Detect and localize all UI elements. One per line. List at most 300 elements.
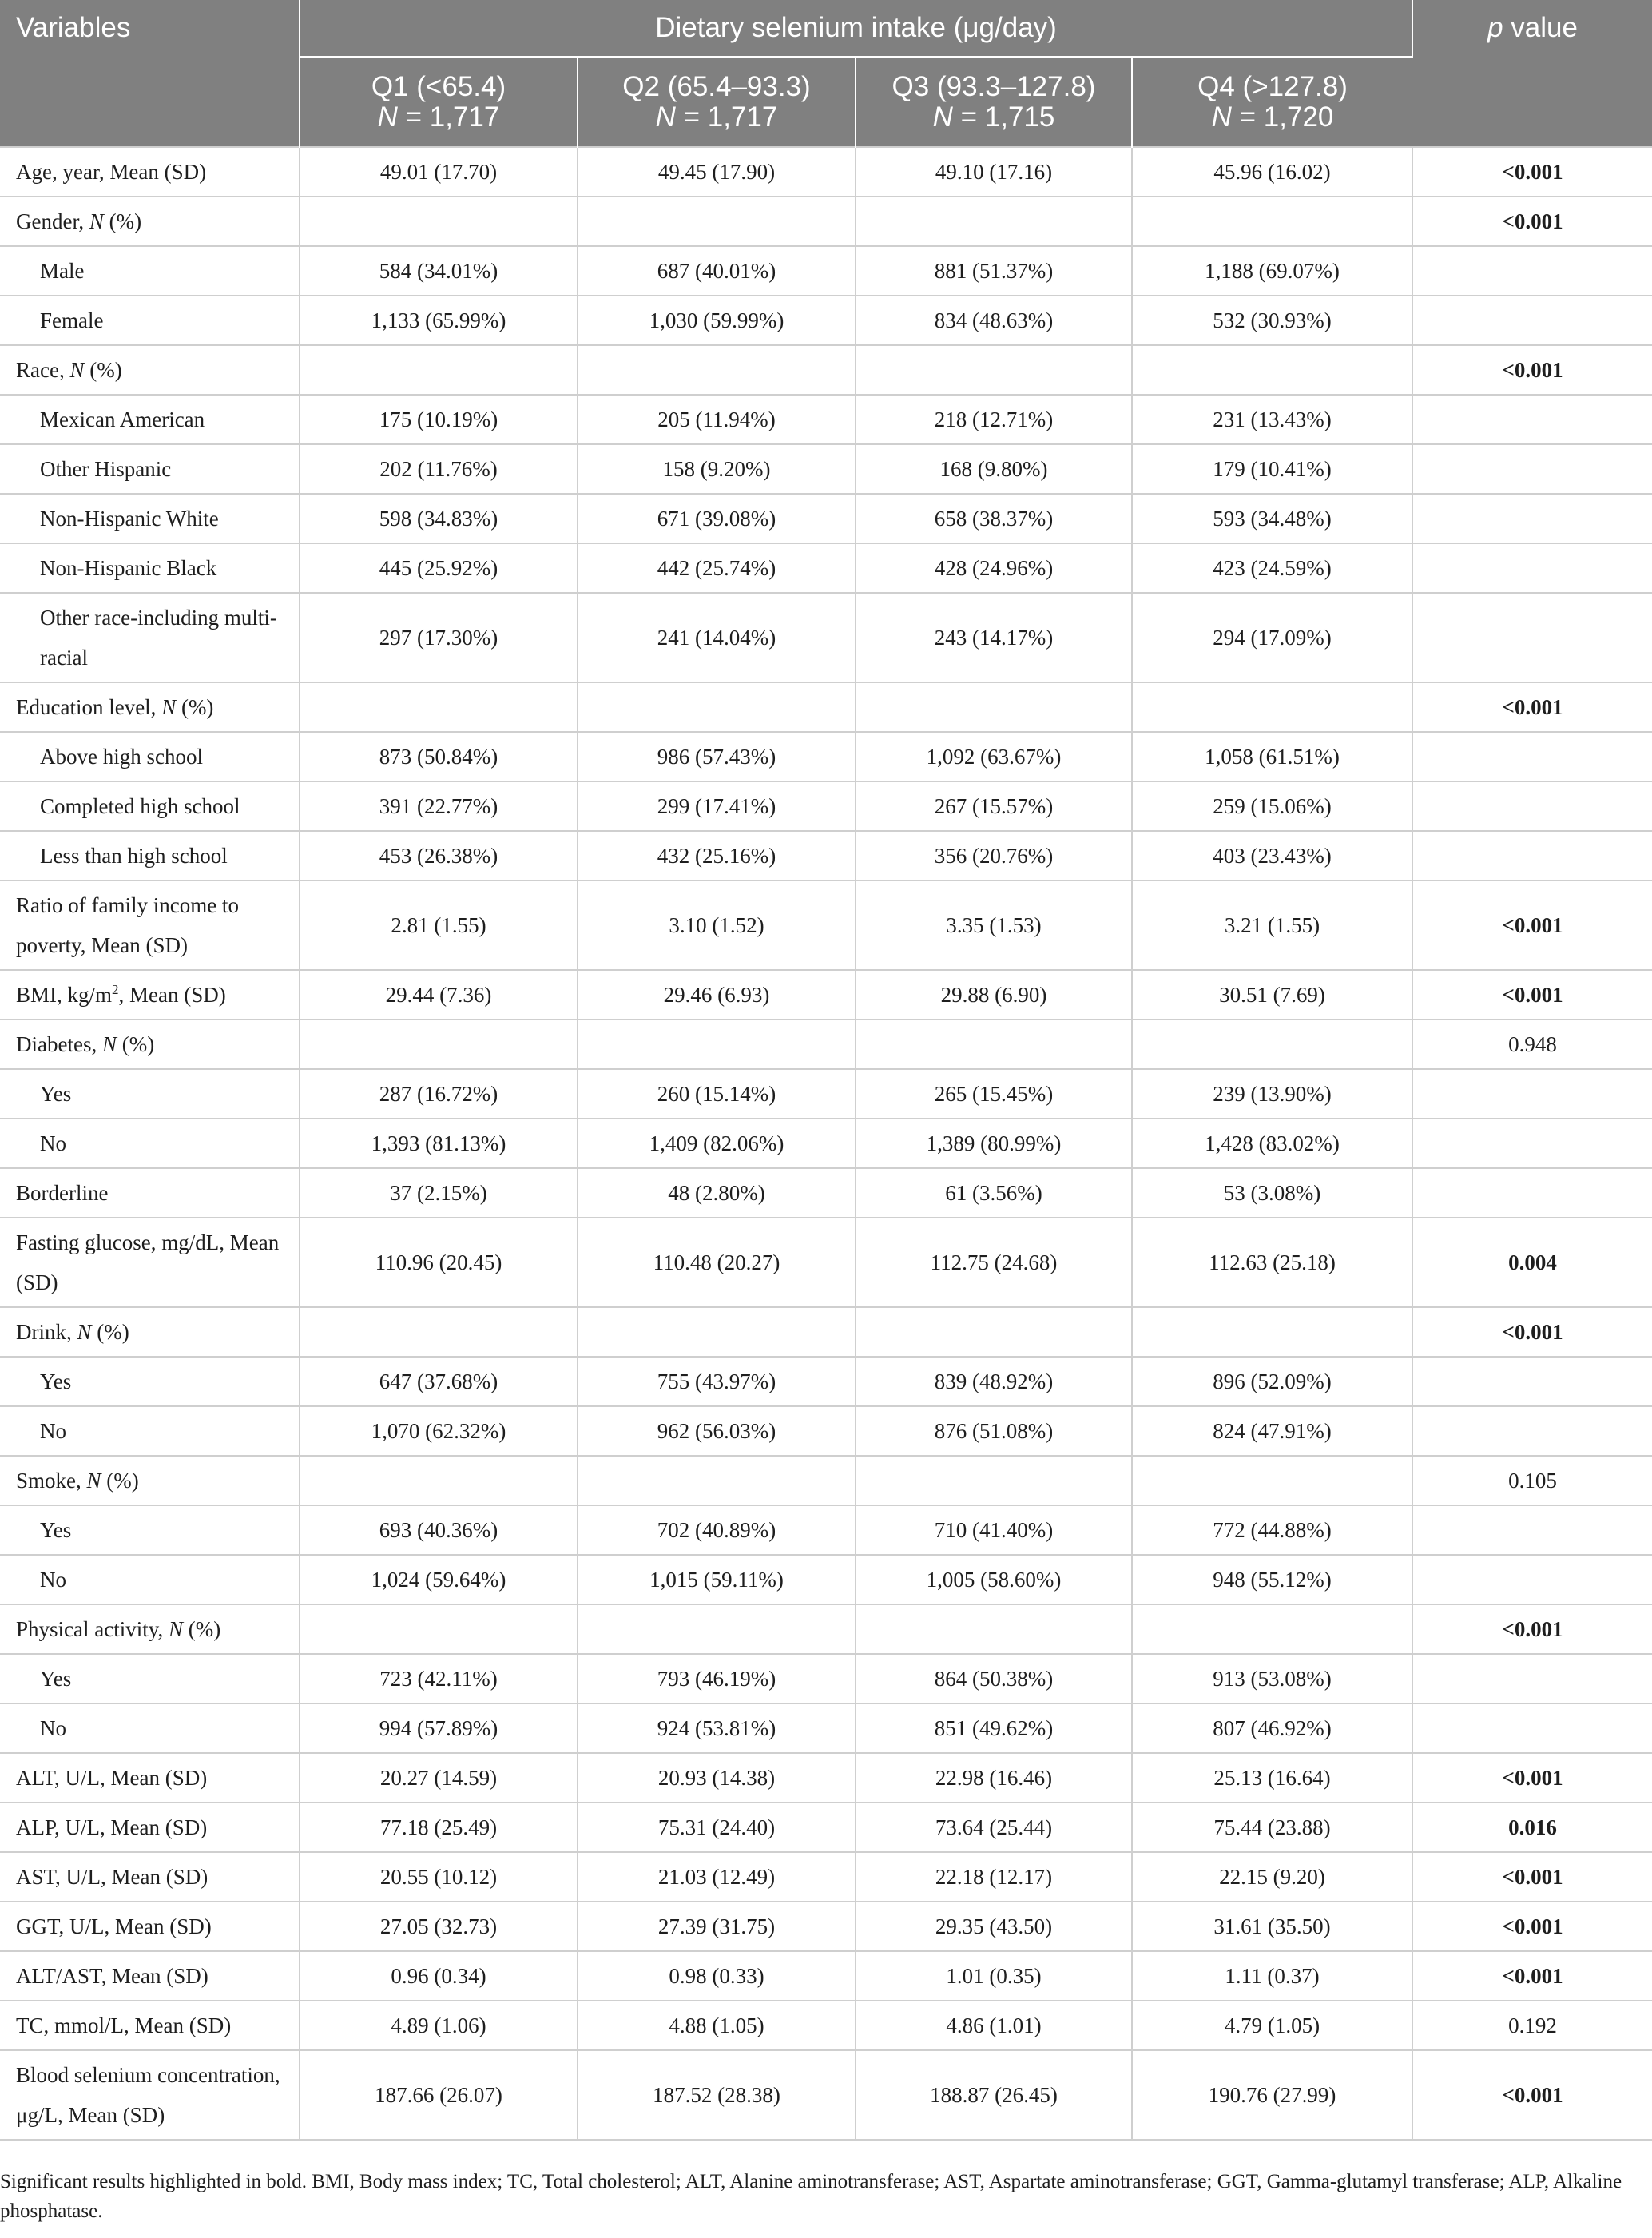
cell-q4: 45.96 (16.02)	[1132, 147, 1412, 197]
cell-q4	[1132, 1604, 1412, 1654]
cell-q3	[856, 1604, 1132, 1654]
table-row	[0, 732, 1652, 781]
cell-q2: 687 (40.01%)	[578, 246, 856, 296]
row-label: Non-Hispanic Black	[0, 543, 300, 593]
table-row	[0, 1406, 1652, 1456]
header-q2-n-value: = 1,717	[675, 101, 778, 133]
row-label-text: Smoke,	[16, 1469, 87, 1493]
cell-q1: 647 (37.68%)	[300, 1357, 578, 1406]
cell-q3: 834 (48.63%)	[856, 296, 1132, 345]
cell-p-value: <0.001	[1412, 345, 1652, 395]
cell-q2: 1,409 (82.06%)	[578, 1119, 856, 1168]
cell-q2	[578, 682, 856, 732]
row-label	[0, 1020, 300, 1069]
table-row	[0, 543, 1652, 593]
cell-q4: 4.79 (1.05)	[1132, 2001, 1412, 2050]
cell-q4: 22.15 (9.20)	[1132, 1852, 1412, 1902]
cell-q4: 75.44 (23.88)	[1132, 1803, 1412, 1852]
row-label	[0, 1456, 300, 1505]
cell-q3: 851 (49.62%)	[856, 1703, 1132, 1753]
cell-q2: 1,030 (59.99%)	[578, 296, 856, 345]
cell-q2: 27.39 (31.75)	[578, 1902, 856, 1951]
cell-q3: 428 (24.96%)	[856, 543, 1132, 593]
table-row	[0, 781, 1652, 831]
header-row-1	[0, 0, 1652, 57]
cell-q3: 839 (48.92%)	[856, 1357, 1132, 1406]
table-row	[0, 1168, 1652, 1218]
cell-p-value: <0.001	[1412, 970, 1652, 1020]
cell-p-value: <0.001	[1412, 880, 1652, 970]
row-label-italic: N	[77, 1320, 92, 1344]
cell-q1: 4.89 (1.06)	[300, 2001, 578, 2050]
table-row	[0, 831, 1652, 880]
cell-q4: 896 (52.09%)	[1132, 1357, 1412, 1406]
cell-q2: 432 (25.16%)	[578, 831, 856, 880]
row-label: GGT, U/L, Mean (SD)	[0, 1902, 300, 1951]
row-label-text: BMI, kg/m	[16, 983, 113, 1007]
cell-q1: 29.44 (7.36)	[300, 970, 578, 1020]
row-label-italic: N	[161, 695, 177, 719]
table-row	[0, 2001, 1652, 2050]
row-label: Yes	[0, 1069, 300, 1119]
table-row	[0, 1555, 1652, 1604]
row-label: Yes	[0, 1357, 300, 1406]
row-label-text: Race,	[16, 358, 70, 382]
cell-q2: 702 (40.89%)	[578, 1505, 856, 1555]
header-q3-label: Q3 (93.3–127.8)	[892, 70, 1096, 102]
cell-q4	[1132, 345, 1412, 395]
cell-q3: 658 (38.37%)	[856, 494, 1132, 543]
cell-q2: 187.52 (28.38)	[578, 2050, 856, 2140]
cell-q3: 49.10 (17.16)	[856, 147, 1132, 197]
cell-q3	[856, 1307, 1132, 1357]
row-label	[0, 1604, 300, 1654]
cell-q2: 110.48 (20.27)	[578, 1218, 856, 1307]
header-q2	[578, 57, 856, 147]
row-label-suffix: (%)	[182, 1617, 221, 1641]
cell-q1: 110.96 (20.45)	[300, 1218, 578, 1307]
row-label-suffix: (%)	[91, 1320, 129, 1344]
table-row	[0, 1753, 1652, 1803]
cell-q1: 49.01 (17.70)	[300, 147, 578, 197]
cell-q4: 259 (15.06%)	[1132, 781, 1412, 831]
row-label	[0, 345, 300, 395]
cell-q2: 49.45 (17.90)	[578, 147, 856, 197]
row-label: Blood selenium concentration, μg/L, Mean (SD)	[0, 2050, 300, 2140]
cell-q4: 25.13 (16.64)	[1132, 1753, 1412, 1803]
cell-q2: 671 (39.08%)	[578, 494, 856, 543]
cell-q3	[856, 345, 1132, 395]
cell-q4	[1132, 682, 1412, 732]
row-label-italic: N	[101, 1032, 117, 1056]
row-label: Fasting glucose, mg/dL, Mean (SD)	[0, 1218, 300, 1307]
header-p-rest: value	[1503, 12, 1578, 43]
cell-q1: 287 (16.72%)	[300, 1069, 578, 1119]
cell-q2	[578, 1020, 856, 1069]
cell-p-value	[1412, 593, 1652, 682]
cell-p-value	[1412, 1555, 1652, 1604]
table-row	[0, 593, 1652, 682]
cell-q2: 924 (53.81%)	[578, 1703, 856, 1753]
row-label: Non-Hispanic White	[0, 494, 300, 543]
cell-q4: 190.76 (27.99)	[1132, 2050, 1412, 2140]
cell-q1	[300, 1604, 578, 1654]
row-label-italic: N	[168, 1617, 183, 1641]
cell-p-value: 0.192	[1412, 2001, 1652, 2050]
table-row	[0, 345, 1652, 395]
row-label: Age, year, Mean (SD)	[0, 147, 300, 197]
cell-q1	[300, 1307, 578, 1357]
row-label	[0, 682, 300, 732]
table-row	[0, 1307, 1652, 1357]
cell-q2: 3.10 (1.52)	[578, 880, 856, 970]
cell-q1	[300, 345, 578, 395]
table-row	[0, 246, 1652, 296]
cell-p-value	[1412, 1505, 1652, 1555]
cell-q2	[578, 1604, 856, 1654]
row-label-text: Physical activity,	[16, 1617, 169, 1641]
row-label	[0, 1307, 300, 1357]
row-label: Female	[0, 296, 300, 345]
cell-q4: 112.63 (25.18)	[1132, 1218, 1412, 1307]
table-row	[0, 1456, 1652, 1505]
cell-q4: 807 (46.92%)	[1132, 1703, 1412, 1753]
cell-q3: 218 (12.71%)	[856, 395, 1132, 444]
table-body	[0, 147, 1652, 2140]
cell-p-value: 0.948	[1412, 1020, 1652, 1069]
cell-q4	[1132, 197, 1412, 246]
row-label: ALT, U/L, Mean (SD)	[0, 1753, 300, 1803]
cell-q1	[300, 1456, 578, 1505]
table-row	[0, 1852, 1652, 1902]
cell-q2	[578, 345, 856, 395]
cell-q1: 1,070 (62.32%)	[300, 1406, 578, 1456]
cell-q4: 913 (53.08%)	[1132, 1654, 1412, 1703]
row-label-italic: N	[86, 1469, 101, 1493]
cell-p-value	[1412, 1703, 1652, 1753]
table-row	[0, 1020, 1652, 1069]
row-label: Mexican American	[0, 395, 300, 444]
row-label: Borderline	[0, 1168, 300, 1218]
row-label: Less than high school	[0, 831, 300, 880]
cell-q3: 1,005 (58.60%)	[856, 1555, 1132, 1604]
cell-q4: 403 (23.43%)	[1132, 831, 1412, 880]
cell-p-value: <0.001	[1412, 1753, 1652, 1803]
row-label: No	[0, 1703, 300, 1753]
cell-q2: 793 (46.19%)	[578, 1654, 856, 1703]
row-label: TC, mmol/L, Mean (SD)	[0, 2001, 300, 2050]
table-row	[0, 1951, 1652, 2001]
cell-p-value: <0.001	[1412, 147, 1652, 197]
row-label-suffix: (%)	[84, 358, 122, 382]
row-label: Ratio of family income to poverty, Mean (SD)	[0, 880, 300, 970]
cell-q2: 260 (15.14%)	[578, 1069, 856, 1119]
cell-q1: 994 (57.89%)	[300, 1703, 578, 1753]
cell-q1	[300, 197, 578, 246]
cell-q1	[300, 682, 578, 732]
table-row	[0, 880, 1652, 970]
cell-p-value: <0.001	[1412, 1307, 1652, 1357]
row-label-suffix: (%)	[176, 695, 214, 719]
cell-q1: 693 (40.36%)	[300, 1505, 578, 1555]
table-row	[0, 1803, 1652, 1852]
row-label-italic: N	[69, 358, 85, 382]
cell-q2: 986 (57.43%)	[578, 732, 856, 781]
row-label-suffix: (%)	[116, 1032, 155, 1056]
header-q1	[300, 57, 578, 147]
header-variables: Variables	[0, 0, 300, 147]
row-label: ALT/AST, Mean (SD)	[0, 1951, 300, 2001]
cell-q4: 1.11 (0.37)	[1132, 1951, 1412, 2001]
cell-q3: 29.88 (6.90)	[856, 970, 1132, 1020]
cell-q4: 53 (3.08%)	[1132, 1168, 1412, 1218]
cell-p-value	[1412, 1119, 1652, 1168]
header-q2-label: Q2 (65.4–93.3)	[622, 70, 811, 102]
cell-p-value: <0.001	[1412, 1852, 1652, 1902]
row-label: Above high school	[0, 732, 300, 781]
cell-q4: 824 (47.91%)	[1132, 1406, 1412, 1456]
cell-p-value: <0.001	[1412, 1902, 1652, 1951]
cell-q4: 294 (17.09%)	[1132, 593, 1412, 682]
cell-q2: 4.88 (1.05)	[578, 2001, 856, 2050]
cell-q4: 948 (55.12%)	[1132, 1555, 1412, 1604]
header-q2-n-prefix: N	[655, 101, 676, 133]
table-row	[0, 682, 1652, 732]
table-row	[0, 444, 1652, 494]
cell-q2: 75.31 (24.40)	[578, 1803, 856, 1852]
row-label-superscript: 2	[112, 982, 119, 997]
cell-q4: 231 (13.43%)	[1132, 395, 1412, 444]
cell-q1: 77.18 (25.49)	[300, 1803, 578, 1852]
header-q1-n	[300, 102, 577, 133]
cell-q4	[1132, 1456, 1412, 1505]
cell-q1: 1,133 (65.99%)	[300, 296, 578, 345]
table-row	[0, 970, 1652, 1020]
cell-q4: 1,188 (69.07%)	[1132, 246, 1412, 296]
cell-q3: 61 (3.56%)	[856, 1168, 1132, 1218]
cell-q2	[578, 1307, 856, 1357]
cell-p-value	[1412, 1168, 1652, 1218]
table-row	[0, 1505, 1652, 1555]
header-q4	[1132, 57, 1412, 147]
cell-p-value	[1412, 395, 1652, 444]
cell-q3: 864 (50.38%)	[856, 1654, 1132, 1703]
cell-p-value	[1412, 246, 1652, 296]
cell-q4	[1132, 1020, 1412, 1069]
cell-p-value	[1412, 831, 1652, 880]
cell-p-value: 0.105	[1412, 1456, 1652, 1505]
cell-q1: 445 (25.92%)	[300, 543, 578, 593]
cell-q3: 22.18 (12.17)	[856, 1852, 1132, 1902]
table-row	[0, 1069, 1652, 1119]
row-label: Male	[0, 246, 300, 296]
header-p-letter: p	[1487, 12, 1503, 43]
table-row	[0, 1703, 1652, 1753]
cell-q4: 772 (44.88%)	[1132, 1505, 1412, 1555]
cell-q3: 710 (41.40%)	[856, 1505, 1132, 1555]
row-label: Other race-including multi-racial	[0, 593, 300, 682]
cell-q4: 593 (34.48%)	[1132, 494, 1412, 543]
header-q3-n	[856, 102, 1131, 133]
cell-p-value	[1412, 444, 1652, 494]
cell-q2: 205 (11.94%)	[578, 395, 856, 444]
header-q2-n	[578, 102, 855, 133]
cell-q3	[856, 682, 1132, 732]
cell-q2	[578, 1456, 856, 1505]
cell-q4: 1,428 (83.02%)	[1132, 1119, 1412, 1168]
header-q3-n-prefix: N	[932, 101, 953, 133]
table-row	[0, 1119, 1652, 1168]
row-label: Yes	[0, 1654, 300, 1703]
cell-q4: 239 (13.90%)	[1132, 1069, 1412, 1119]
cell-q4: 532 (30.93%)	[1132, 296, 1412, 345]
cell-q4	[1132, 1307, 1412, 1357]
cell-q3: 356 (20.76%)	[856, 831, 1132, 880]
cell-q2: 20.93 (14.38)	[578, 1753, 856, 1803]
row-label-text: Education level,	[16, 695, 162, 719]
cell-p-value: 0.016	[1412, 1803, 1652, 1852]
cell-q1: 297 (17.30%)	[300, 593, 578, 682]
cell-q4: 1,058 (61.51%)	[1132, 732, 1412, 781]
cell-q1: 20.27 (14.59)	[300, 1753, 578, 1803]
header-q4-label: Q4 (>127.8)	[1197, 70, 1348, 102]
cell-p-value	[1412, 1357, 1652, 1406]
cell-p-value	[1412, 1654, 1652, 1703]
header-q1-n-value: = 1,717	[397, 101, 500, 133]
cell-q3: 881 (51.37%)	[856, 246, 1132, 296]
cell-q2: 48 (2.80%)	[578, 1168, 856, 1218]
header-q3-n-value: = 1,715	[952, 101, 1055, 133]
header-q1-n-prefix: N	[377, 101, 398, 133]
cell-q1: 27.05 (32.73)	[300, 1902, 578, 1951]
cell-q1: 1,024 (59.64%)	[300, 1555, 578, 1604]
cell-p-value	[1412, 732, 1652, 781]
cell-q3: 4.86 (1.01)	[856, 2001, 1132, 2050]
cell-q1: 598 (34.83%)	[300, 494, 578, 543]
table-row	[0, 1902, 1652, 1951]
cell-q1: 187.66 (26.07)	[300, 2050, 578, 2140]
row-label-suffix: , Mean (SD)	[118, 983, 226, 1007]
cell-q2: 442 (25.74%)	[578, 543, 856, 593]
cell-p-value	[1412, 1406, 1652, 1456]
row-label-suffix: (%)	[101, 1469, 139, 1493]
cell-q1: 584 (34.01%)	[300, 246, 578, 296]
cell-q3: 3.35 (1.53)	[856, 880, 1132, 970]
cell-q1: 873 (50.84%)	[300, 732, 578, 781]
cell-q4: 3.21 (1.55)	[1132, 880, 1412, 970]
row-label: Yes	[0, 1505, 300, 1555]
row-label-text: Diabetes,	[16, 1032, 102, 1056]
row-label-suffix: (%)	[103, 209, 142, 233]
table-row	[0, 197, 1652, 246]
table-row	[0, 494, 1652, 543]
cell-q1	[300, 1020, 578, 1069]
header-q4-n	[1133, 102, 1412, 133]
row-label: No	[0, 1119, 300, 1168]
header-q4-n-value: = 1,720	[1231, 101, 1334, 133]
cell-p-value: <0.001	[1412, 197, 1652, 246]
cell-q2: 158 (9.20%)	[578, 444, 856, 494]
header-q3	[856, 57, 1132, 147]
row-label: Other Hispanic	[0, 444, 300, 494]
cell-q2: 21.03 (12.49)	[578, 1852, 856, 1902]
cell-p-value	[1412, 494, 1652, 543]
cell-p-value	[1412, 296, 1652, 345]
table-row	[0, 1654, 1652, 1703]
cell-q3: 243 (14.17%)	[856, 593, 1132, 682]
cell-p-value	[1412, 781, 1652, 831]
cell-q3: 1,389 (80.99%)	[856, 1119, 1132, 1168]
cell-q3: 73.64 (25.44)	[856, 1803, 1132, 1852]
cell-q1: 1,393 (81.13%)	[300, 1119, 578, 1168]
table-row	[0, 1604, 1652, 1654]
cell-q2: 241 (14.04%)	[578, 593, 856, 682]
cell-q1: 391 (22.77%)	[300, 781, 578, 831]
table-footnote: Significant results highlighted in bold. BMI, Body mass index; TC, Total cholesterol; ALT, Alanine aminotransferase; AST, Aspartate aminotransferase; GGT, Gamma-glutamyl transferase; ALP, Alkaline phosphatase.	[0, 2171, 1622, 2222]
cell-q1: 0.96 (0.34)	[300, 1951, 578, 2001]
cell-q2: 755 (43.97%)	[578, 1357, 856, 1406]
table-row	[0, 296, 1652, 345]
row-label: No	[0, 1555, 300, 1604]
cell-q1: 453 (26.38%)	[300, 831, 578, 880]
cell-q3: 1.01 (0.35)	[856, 1951, 1132, 2001]
cell-q2: 962 (56.03%)	[578, 1406, 856, 1456]
cell-q1: 202 (11.76%)	[300, 444, 578, 494]
cell-q3	[856, 1456, 1132, 1505]
cell-q3: 29.35 (43.50)	[856, 1902, 1132, 1951]
cell-p-value: 0.004	[1412, 1218, 1652, 1307]
cell-q3: 267 (15.57%)	[856, 781, 1132, 831]
cell-q1: 2.81 (1.55)	[300, 880, 578, 970]
header-p-value	[1412, 0, 1652, 147]
cell-q3: 22.98 (16.46)	[856, 1753, 1132, 1803]
cell-q1: 723 (42.11%)	[300, 1654, 578, 1703]
cell-q3: 876 (51.08%)	[856, 1406, 1132, 1456]
row-label	[0, 970, 300, 1020]
cell-q1: 20.55 (10.12)	[300, 1852, 578, 1902]
cell-q3	[856, 1020, 1132, 1069]
cell-q3: 188.87 (26.45)	[856, 2050, 1132, 2140]
cell-p-value: <0.001	[1412, 1951, 1652, 2001]
cell-q3: 1,092 (63.67%)	[856, 732, 1132, 781]
cell-q2: 0.98 (0.33)	[578, 1951, 856, 2001]
cell-p-value	[1412, 543, 1652, 593]
header-q1-label: Q1 (<65.4)	[371, 70, 506, 102]
row-label: Completed high school	[0, 781, 300, 831]
cell-p-value: <0.001	[1412, 682, 1652, 732]
cell-q3	[856, 197, 1132, 246]
cell-q3: 265 (15.45%)	[856, 1069, 1132, 1119]
header-dietary-selenium: Dietary selenium intake (μg/day)	[300, 0, 1412, 57]
row-label: AST, U/L, Mean (SD)	[0, 1852, 300, 1902]
table-row	[0, 1357, 1652, 1406]
header-q4-n-prefix: N	[1211, 101, 1232, 133]
table-row	[0, 395, 1652, 444]
row-label: No	[0, 1406, 300, 1456]
cell-q4: 423 (24.59%)	[1132, 543, 1412, 593]
cell-q1: 175 (10.19%)	[300, 395, 578, 444]
cell-q2: 299 (17.41%)	[578, 781, 856, 831]
row-label-italic: N	[89, 209, 104, 233]
cell-q2: 1,015 (59.11%)	[578, 1555, 856, 1604]
cell-p-value: <0.001	[1412, 2050, 1652, 2140]
cell-q2: 29.46 (6.93)	[578, 970, 856, 1020]
cell-q1: 37 (2.15%)	[300, 1168, 578, 1218]
table-row	[0, 1218, 1652, 1307]
cell-q4: 179 (10.41%)	[1132, 444, 1412, 494]
cell-q4: 31.61 (35.50)	[1132, 1902, 1412, 1951]
row-label-text: Drink,	[16, 1320, 77, 1344]
